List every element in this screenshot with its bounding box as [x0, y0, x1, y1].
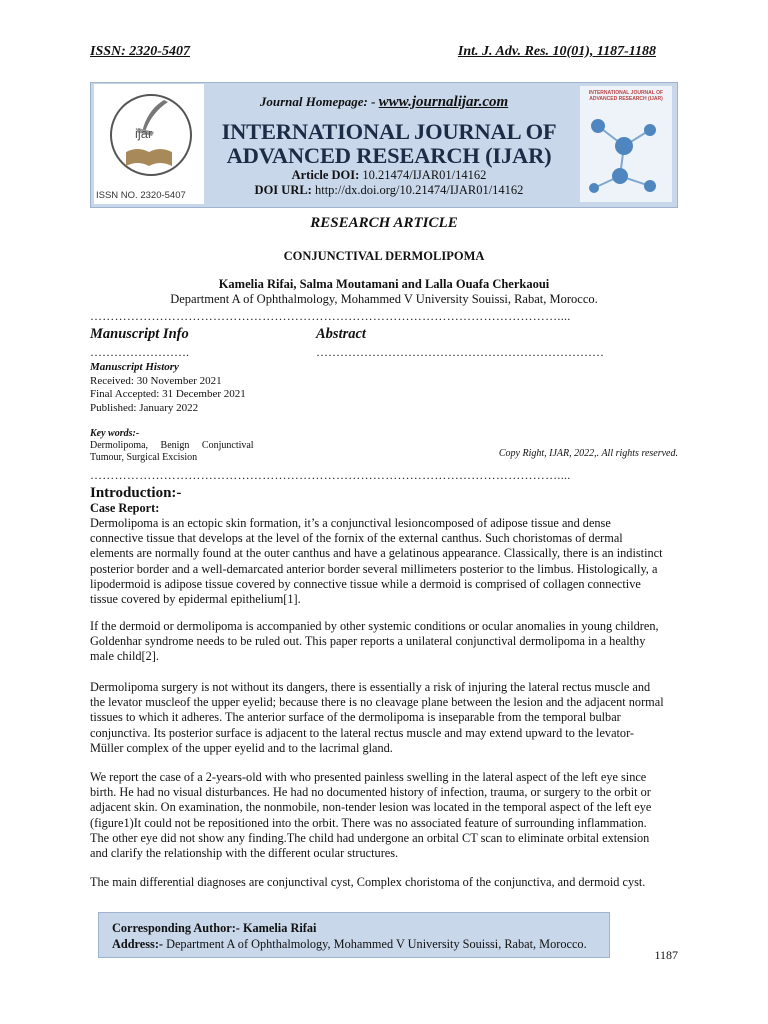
keywords-line1: Dermolipoma, Benign Conjunctival — [90, 440, 254, 451]
cover-title: INTERNATIONAL JOURNAL OF ADVANCED RESEARCH (IJAR) — [588, 90, 664, 102]
manuscript-info-heading: Manuscript Info — [90, 326, 189, 342]
article-type: RESEARCH ARTICLE — [310, 215, 458, 231]
paragraph-3 — [90, 680, 676, 756]
abstract-heading: Abstract — [316, 326, 366, 342]
journal-cover-image — [580, 86, 672, 202]
article-doi-label: Article DOI: — [291, 168, 360, 182]
copyright-notice: Copy Right, IJAR, 2022,. All rights reserved. — [498, 448, 678, 459]
journal-title — [204, 120, 574, 168]
article-affiliation: Department A of Ophthalmology, Mohammed V University Souissi, Rabat, Morocco. — [170, 292, 598, 306]
text-line: elements are normally found at the outer canthus and have a gelatinous appearance. Classically, there is an indistinct — [90, 546, 663, 561]
text-line: Dermolipoma is an ectopic skin formation, it’s a conjunctival lesioncomposed of adipose tissue and dense — [90, 516, 611, 530]
text-line: If the dermoid or dermolipoma is accompanied by other systemic conditions or ocular anomalies in young children, — [90, 619, 659, 633]
book-icon — [124, 146, 174, 168]
doi-url-label: DOI URL: — [254, 183, 312, 197]
history-label: Manuscript History — [90, 361, 179, 373]
homepage-label: Journal Homepage: - — [259, 94, 376, 109]
corresponding-label: Corresponding Author:- — [112, 921, 240, 935]
text-line: We report the case of a 2-years-old with who presented painless swelling in the lateral aspect of the left eye since — [90, 770, 647, 784]
citation-header: Int. J. Adv. Res. 10(01), 1187-1188 — [457, 44, 656, 59]
introduction-heading: Introduction:- — [90, 485, 182, 501]
text-line: male child[2]. — [90, 649, 159, 664]
logo-issn: ISSN NO. 2320-5407 — [96, 190, 186, 201]
text-line: The other eye did not show any finding.The child had undergone an orbital CT scan to eliminate orbital extension — [90, 830, 650, 845]
text-line: birth. He had no visual disturbances. He had no documented history of infection, trauma, or surgery to the orbit or — [90, 785, 651, 800]
text-line: tissues to which it adheres. The anterior surface of the dermolipoma is inseparable from the temporal bulbar — [90, 710, 621, 725]
paragraph-2 — [90, 619, 676, 665]
address-label: Address:- — [112, 937, 164, 951]
homepage-link[interactable]: www.journalijar.com — [378, 94, 509, 110]
text-line: Müller complex of the upper eyelid and to the lacrimal gland. — [90, 740, 393, 755]
logo-text: ijar — [135, 126, 153, 141]
separator-bottom: …………………………………………………………………………………………………….... — [90, 468, 571, 482]
separator-left: ……………………. — [90, 345, 189, 359]
separator-right: ……………………………………………………………… — [316, 345, 604, 359]
text-line: Dermolipoma surgery is not without its dangers, there is essentially a risk of injuring the lateral rectus muscle and — [90, 680, 651, 694]
keywords-block — [90, 428, 260, 464]
accepted-date: Final Accepted: 31 December 2021 — [90, 388, 246, 400]
keywords-label: Key words:- — [90, 428, 140, 439]
paragraph-1 — [90, 516, 676, 607]
manuscript-history — [90, 361, 280, 415]
issn-header: ISSN: 2320-5407 — [90, 44, 190, 59]
text-line: the levator muscleof the upper eyelid; because there is no cleavage plane between the lesion and the adjacent normal — [90, 695, 664, 710]
separator-top: …………………………………………………………………………………………………….... — [90, 309, 571, 323]
article-title: CONJUNCTIVAL DERMOLIPOMA — [283, 249, 485, 263]
corresponding-author-box — [98, 912, 610, 958]
text-line: posterior border and a well-demarcated anterior border several millimeters posterior to the limbus. Histologically, a — [90, 561, 658, 576]
corresponding-name: Kamelia Rifai — [242, 921, 317, 935]
published-date: Published: January 2022 — [90, 401, 199, 414]
keywords-line2: Tumour, Surgical Excision — [90, 452, 198, 463]
molecule-graphic — [584, 106, 668, 198]
paragraph-4 — [90, 770, 676, 861]
text-line: and clarify the relationship with the different ocular structures. — [90, 846, 399, 861]
text-line: tissue covered by epidermal epithelium[1]. — [90, 592, 301, 607]
article-doi-value: 10.21474/IJAR01/14162 — [362, 168, 487, 182]
received-date: Received: 30 November 2021 — [90, 374, 222, 387]
text-line: lipodermoid is adipose tissue covered by connective tissue while a dermoid is comprised of collagen connective — [90, 576, 641, 591]
corresponding-author-line — [112, 921, 316, 936]
address-line — [112, 937, 587, 952]
journal-title-line2: ADVANCED RESEARCH (IJAR) — [226, 143, 552, 168]
address-value: Department A of Ophthalmology, Mohammed V University Souissi, Rabat, Morocco. — [166, 937, 587, 951]
doi-url-link[interactable]: http://dx.doi.org/10.21474/IJAR01/14162 — [314, 183, 524, 197]
text-line: (figure1)It could not be repositioned into the orbit. There was no associated feature of surrounding inflammation. — [90, 815, 647, 830]
text-line: adjacent skin. On examination, the nonmobile, non-tender lesion was located in the temporal aspect of the left eye — [90, 800, 652, 815]
case-report-heading: Case Report: — [90, 501, 160, 515]
text-line: Goldenhar syndrome needs to be ruled out. This paper reports a unilateral conjunctival dermolipoma in a healthy — [90, 634, 646, 649]
text-line: conjunctiva. Its posterior surface is adjacent to the lateral rectus muscle and may extend upward to the levator- — [90, 725, 635, 740]
page-number: 1187 — [654, 948, 678, 962]
article-authors: Kamelia Rifai, Salma Moutamani and Lalla Ouafa Cherkaoui — [218, 277, 550, 291]
paragraph-5: The main differential diagnoses are conjunctival cyst, Complex choristoma of the conjunctiva, and dermoid cyst. — [90, 875, 646, 889]
text-line: connective tissue that develops at the level of the fornix of the external canthus. Such choristomas of dermal — [90, 531, 623, 546]
journal-title-line1: INTERNATIONAL JOURNAL OF — [221, 119, 557, 144]
doi-block — [204, 168, 574, 198]
